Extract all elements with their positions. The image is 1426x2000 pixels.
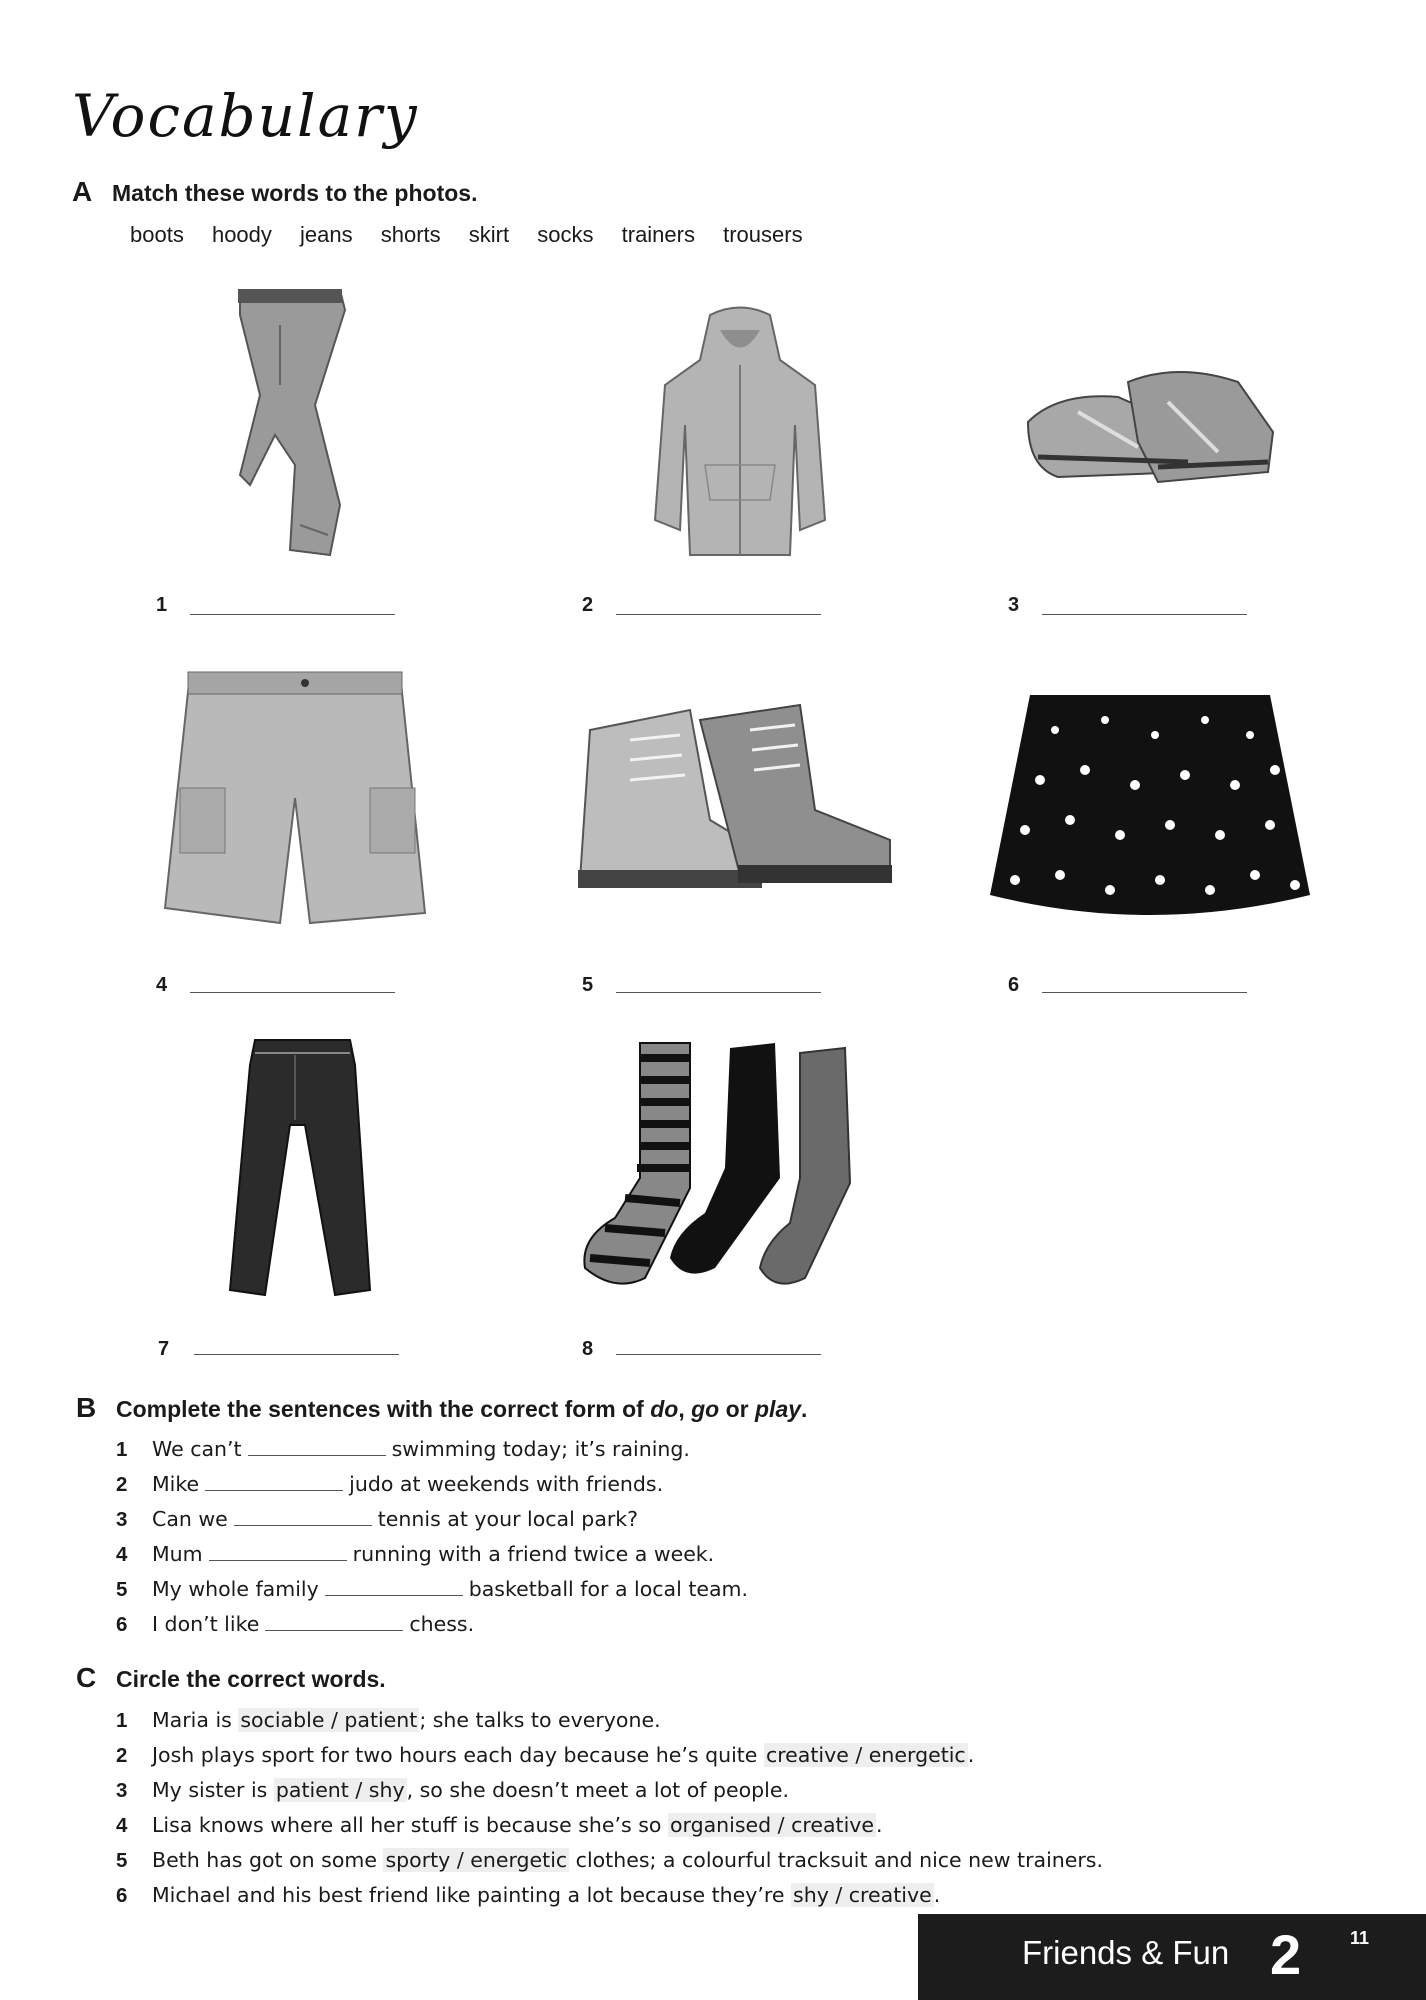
list-item: 2 Josh plays sport for two hours each day because he’s quite creative / energetic. [116,1743,975,1767]
word-bank-item: shorts [380,222,441,247]
list-item: 6 Michael and his best friend like painting a lot because they’re shy / creative. [116,1883,941,1907]
shorts-photo [160,668,430,928]
socks-photo [575,1038,885,1298]
word-bank [130,222,825,248]
list-item: 4 Mum running with a friend twice a week. [116,1542,715,1566]
word-options[interactable]: organised / creative [669,1813,875,1837]
answer-line[interactable] [1042,992,1247,993]
section-a-instruction: Match these words to the photos. [112,180,478,206]
word-bank-item: jeans [300,222,353,247]
skirt-photo [985,690,1315,930]
unit-number: 2 [1270,1923,1302,1986]
section-b-letter: B [76,1392,97,1423]
list-item: 3 Can we tennis at your local park? [116,1507,639,1531]
answer-line[interactable] [616,1354,821,1355]
photo-number: 6 [1008,974,1020,996]
answer-line[interactable] [194,1354,399,1355]
list-item: 3 My sister is patient / shy, so she doesn’t meet a lot of people. [116,1778,789,1802]
answer-line[interactable] [616,992,821,993]
photo-number: 8 [582,1338,594,1360]
photo-number: 1 [156,594,168,616]
answer-gap[interactable] [234,1524,372,1526]
trainers-photo [1018,362,1278,512]
section-c-instruction: Circle the correct words. [116,1666,386,1692]
word-options[interactable]: sociable / patient [240,1708,418,1732]
answer-line[interactable] [190,992,395,993]
list-item: 4 Lisa knows where all her stuff is because she’s so organised / creative. [116,1813,883,1837]
word-bank-item: hoody [211,222,272,247]
photo-number: 3 [1008,594,1020,616]
word-bank-item: trainers [621,222,695,247]
word-options[interactable]: shy / creative [793,1883,932,1907]
unit-title: Friends & Fun [1022,1934,1230,1971]
section-b-instruction: Complete the sentences with the correct form of do, go or play. [116,1396,808,1422]
photo-number: 4 [156,974,168,996]
word-options[interactable]: creative / energetic [765,1743,966,1767]
word-bank-item: boots [130,222,184,247]
answer-gap[interactable] [265,1629,403,1631]
boots-photo [570,700,900,900]
page-title: Vocabulary [72,82,419,150]
answer-gap[interactable] [209,1559,347,1561]
section-c-letter: C [76,1662,97,1693]
word-bank-item: skirt [468,222,510,247]
answer-line[interactable] [190,614,395,615]
jeans-photo [220,1035,380,1300]
answer-gap[interactable] [325,1594,463,1596]
word-options[interactable]: patient / shy [275,1778,405,1802]
list-item: 1 Maria is sociable / patient; she talks to everyone. [116,1708,661,1732]
trousers-photo [220,285,370,560]
word-bank-item: trousers [723,222,803,247]
hoody-photo [650,305,830,560]
photo-number: 2 [582,594,594,616]
list-item: 5 Beth has got on some sporty / energetic clothes; a colourful tracksuit and nice new trainers. [116,1848,1104,1872]
answer-line[interactable] [616,614,821,615]
answer-line[interactable] [1042,614,1247,615]
section-a-letter: A [72,176,93,207]
word-bank-item: socks [537,222,594,247]
list-item: 1 We can’t swimming today; it’s raining. [116,1437,690,1461]
answer-gap[interactable] [205,1489,343,1491]
list-item: 2 Mike judo at weekends with friends. [116,1472,664,1496]
photo-number: 5 [582,974,594,996]
page-number: 11 [1350,1928,1370,1948]
answer-gap[interactable] [248,1454,386,1456]
page-footer [918,1914,1426,2000]
word-options[interactable]: sporty / energetic [385,1848,568,1872]
photo-number: 7 [158,1338,170,1360]
list-item: 6 I don’t like chess. [116,1612,475,1636]
list-item: 5 My whole family basketball for a local team. [116,1577,749,1601]
